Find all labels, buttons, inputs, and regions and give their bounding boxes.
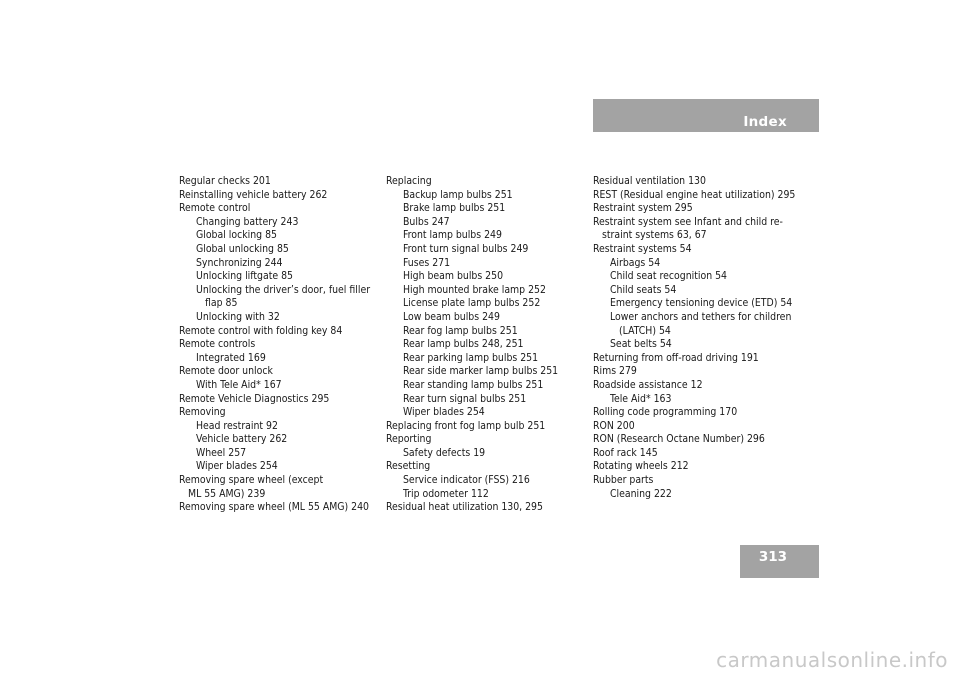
index-column-1: [179, 175, 384, 515]
index-entry: Residual heat utilization 130, 295: [386, 501, 543, 514]
index-subentry: Global unlocking 85: [196, 242, 289, 255]
index-entry: Roof rack 145: [593, 446, 658, 459]
index-subentry: Wiper blades 254: [196, 460, 278, 473]
index-subentry: Vehicle battery 262: [196, 433, 288, 446]
index-subentry: Emergency tensioning device (ETD) 54: [610, 297, 793, 310]
index-entry: straint systems 63, 67: [602, 229, 707, 242]
index-subentry: Brake lamp bulbs 251: [403, 202, 506, 215]
index-entry: Removing spare wheel (except: [179, 474, 324, 487]
index-subentry: Tele Aid* 163: [610, 392, 672, 405]
index-subentry: Rear fog lamp bulbs 251: [403, 324, 518, 337]
index-entry: Removing: [179, 406, 226, 419]
index-subentry: With Tele Aid* 167: [196, 378, 282, 391]
index-entry: Rims 279: [593, 365, 637, 378]
index-entry: RON 200: [593, 419, 635, 432]
index-subentry: Front lamp bulbs 249: [403, 229, 502, 242]
index-entry: Rubber parts: [593, 474, 654, 487]
index-subentry: Seat belts 54: [610, 338, 672, 351]
index-entry: Replacing: [386, 175, 432, 187]
index-subentry: License plate lamp bulbs 252: [403, 297, 541, 310]
index-entry: REST (Residual engine heat utilization) 295: [593, 188, 796, 201]
index-entry: Remote door unlock: [179, 365, 273, 378]
page-number: 313: [758, 549, 787, 565]
index-subentry: Wheel 257: [196, 446, 247, 459]
index-subentry: Unlocking liftgate 85: [196, 270, 293, 283]
index-entry: Restraint systems 54: [593, 242, 692, 255]
index-subentry: Airbags 54: [610, 256, 661, 269]
index-subentry: Trip odometer 112: [403, 487, 489, 500]
index-subentry: Cleaning 222: [610, 487, 672, 500]
index-subentry: Unlocking the driver’s door, fuel filler: [196, 283, 371, 296]
watermark: [0, 648, 960, 672]
index-subentry: Rear turn signal bulbs 251: [403, 392, 527, 405]
section-header: [593, 99, 819, 132]
index-entry: Regular checks 201: [179, 175, 271, 187]
index-subentry: Service indicator (FSS) 216: [403, 474, 530, 487]
index-subentry: Bulbs 247: [403, 215, 450, 228]
section-title: Index: [743, 114, 787, 130]
index-entry: Remote controls: [179, 338, 256, 351]
index-subentry: Backup lamp bulbs 251: [403, 188, 513, 201]
index-entry: Replacing front fog lamp bulb 251: [386, 419, 546, 432]
index-subentry: Rear lamp bulbs 248, 251: [403, 338, 524, 351]
index-subentry: High beam bulbs 250: [403, 270, 504, 283]
index-entry: Reinstalling vehicle battery 262: [179, 188, 328, 201]
index-entry: Reporting: [386, 433, 432, 446]
index-entry: Remote Vehicle Diagnostics 295: [179, 392, 330, 405]
index-subentry: Wiper blades 254: [403, 406, 485, 419]
index-entry: Rotating wheels 212: [593, 460, 689, 473]
index-subentry: Rear standing lamp bulbs 251: [403, 378, 544, 391]
index-subentry: Front turn signal bulbs 249: [403, 242, 529, 255]
index-subentry: Lower anchors and tethers for children: [610, 310, 792, 323]
index-entry: Remote control: [179, 202, 251, 215]
page-number-box: [740, 545, 819, 578]
index-subentry: Synchronizing 244: [196, 256, 283, 269]
index-subentry: Low beam bulbs 249: [403, 310, 500, 323]
index-entry: Residual ventilation 130: [593, 175, 706, 187]
index-subentry: Rear parking lamp bulbs 251: [403, 351, 539, 364]
index-subentry: Unlocking with 32: [196, 310, 280, 323]
index-entry: Restraint system see Infant and child re-: [593, 215, 783, 228]
index-entry: Restraint system 295: [593, 202, 693, 215]
index-subentry: (LATCH) 54: [619, 324, 671, 337]
index-entry: Rolling code programming 170: [593, 406, 738, 419]
index-subentry: Child seat recognition 54: [610, 270, 727, 283]
index-subentry: Rear side marker lamp bulbs 251: [403, 365, 559, 378]
index-entry: Resetting: [386, 460, 431, 473]
index-subentry: flap 85: [205, 297, 238, 310]
index-entry: Remote control with folding key 84: [179, 324, 343, 337]
index-entry: Removing spare wheel (ML 55 AMG) 240: [179, 501, 369, 514]
watermark-text: carmanualsonline.info: [716, 648, 948, 672]
index-subentry: High mounted brake lamp 252: [403, 283, 546, 296]
index-entry: ML 55 AMG) 239: [188, 487, 266, 500]
index-column-3: [593, 175, 808, 501]
index-subentry: Fuses 271: [403, 256, 451, 269]
index-entry: Roadside assistance 12: [593, 378, 703, 391]
index-entry: Returning from off-road driving 191: [593, 351, 759, 364]
index-entry: RON (Research Octane Number) 296: [593, 433, 765, 446]
index-subentry: Child seats 54: [610, 283, 677, 296]
index-subentry: Global locking 85: [196, 229, 277, 242]
index-subentry: Head restraint 92: [196, 419, 278, 432]
index-subentry: Changing battery 243: [196, 215, 299, 228]
index-subentry: Safety defects 19: [403, 446, 486, 459]
index-subentry: Integrated 169: [196, 351, 266, 364]
index-column-2: [386, 175, 591, 515]
